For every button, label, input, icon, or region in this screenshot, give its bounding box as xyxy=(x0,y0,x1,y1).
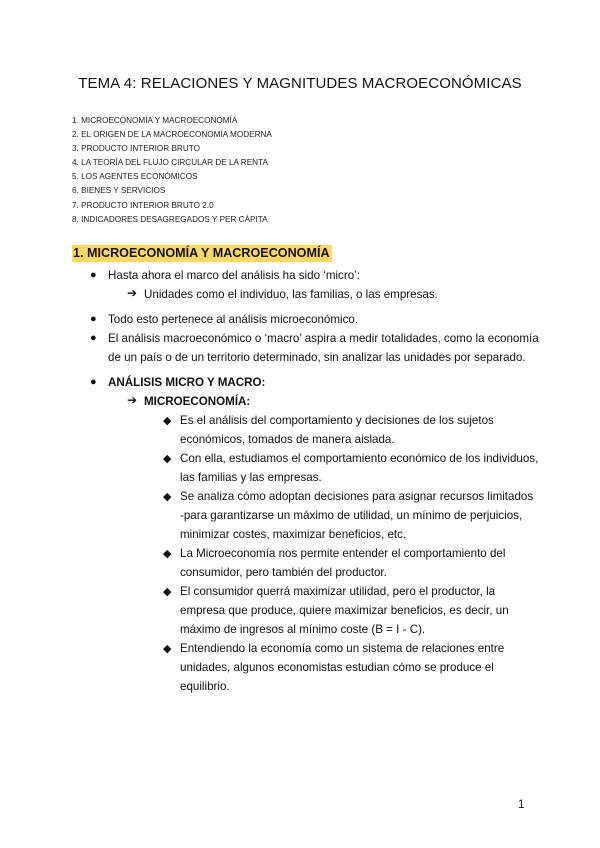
page-title: TEMA 4: RELACIONES Y MAGNITUDES MACROECONÓMICAS xyxy=(78,75,522,92)
list-item: empresa que produce, quiere maximizar beneficios, es decir, un xyxy=(180,604,509,617)
diamond-bullet-icon: ◆ xyxy=(163,453,172,465)
list-item: Con ella, estudiamos el comportamiento económico de los individuos, xyxy=(180,452,539,465)
toc-item: 3. PRODUCTO INTERIOR BRUTO xyxy=(72,144,200,154)
toc-item: 1. MICROECONOMÍA Y MACROECONOMÍA xyxy=(72,116,238,125)
list-item: las familias y las empresas. xyxy=(180,471,322,484)
list-item: Es el análisis del comportamiento y decisiones de los sujetos xyxy=(180,414,494,427)
list-item: unidades, algunos economistas estudian cómo se produce el xyxy=(180,661,494,674)
list-item: de un país o de un territorio determinado, sin analizar las unidades por separado. xyxy=(108,351,526,364)
diamond-bullet-icon: ◆ xyxy=(163,491,172,503)
list-item: económicos, tomados de manera aislada. xyxy=(180,433,395,446)
list-item: Entendiendo la economía como un sistema de relaciones entre xyxy=(180,642,505,655)
list-item: consumidor, pero también del productor. xyxy=(180,566,387,579)
arrow-right-icon: ➔ xyxy=(127,393,138,407)
bullet-dot-icon: ● xyxy=(90,269,97,281)
bullet-dot-icon: ● xyxy=(90,313,97,325)
list-item: La Microeconomía nos permite entender el comportamiento del xyxy=(180,547,506,560)
page-number: 1 xyxy=(518,798,525,811)
list-item: El análisis macroeconómico o ‘macro’ aspira a medir totalidades, como la economía xyxy=(108,332,539,345)
diamond-bullet-icon: ◆ xyxy=(163,586,172,598)
list-item: Hasta ahora el marco del análisis ha sido ‘micro’: xyxy=(108,269,360,282)
arrow-right-icon: ➔ xyxy=(127,286,138,300)
diamond-bullet-icon: ◆ xyxy=(163,415,172,427)
list-item: Unidades como el individuo, las familias, o las empresas. xyxy=(144,288,438,301)
list-item: Se analiza cómo adoptan decisiones para asignar recursos limitados xyxy=(180,490,534,503)
section-heading: 1. MICROECONOMÍA Y MACROECONOMÍA xyxy=(73,246,330,260)
toc-item: 7. PRODUCTO INTERIOR BRUTO 2.0 xyxy=(72,200,214,210)
toc-item: 2. EL ORIGEN DE LA MACROECONOMÍA MODERNA xyxy=(72,130,272,140)
list-item: El consumidor querrá maximizar utilidad, pero el productor, la xyxy=(180,585,496,598)
diamond-bullet-icon: ◆ xyxy=(163,643,172,655)
list-item: equilibrio. xyxy=(180,680,230,693)
list-item: MICROECONOMÍA: xyxy=(144,395,251,408)
bullet-dot-icon: ● xyxy=(90,332,97,344)
list-item: -para garantizarse un máximo de utilidad, un mínimo de perjuicios, xyxy=(180,509,523,522)
list-item: minimizar costes, maximizar beneficios, etc. xyxy=(180,528,407,541)
toc-item: 5. LOS AGENTES ECONÓMICOS xyxy=(72,172,198,182)
diamond-bullet-icon: ◆ xyxy=(163,548,172,560)
bullet-dot-icon: ● xyxy=(90,376,97,388)
table-of-contents xyxy=(72,114,272,227)
list-item: máximo de ingresos al mínimo coste (B = I - C). xyxy=(180,623,426,636)
list-item: ANÁLISIS MICRO Y MACRO: xyxy=(108,376,266,389)
toc-item: 4. LA TEORÍA DEL FLUJO CIRCULAR DE LA RENTA xyxy=(72,158,268,168)
toc-item: 6. BIENES Y SERVICIOS xyxy=(72,186,166,196)
toc-item: 8. INDICADORES DESAGREGADOS Y PER CÁPITA xyxy=(72,214,268,224)
list-item: Todo esto pertenece al análisis microeconómico. xyxy=(108,313,359,326)
